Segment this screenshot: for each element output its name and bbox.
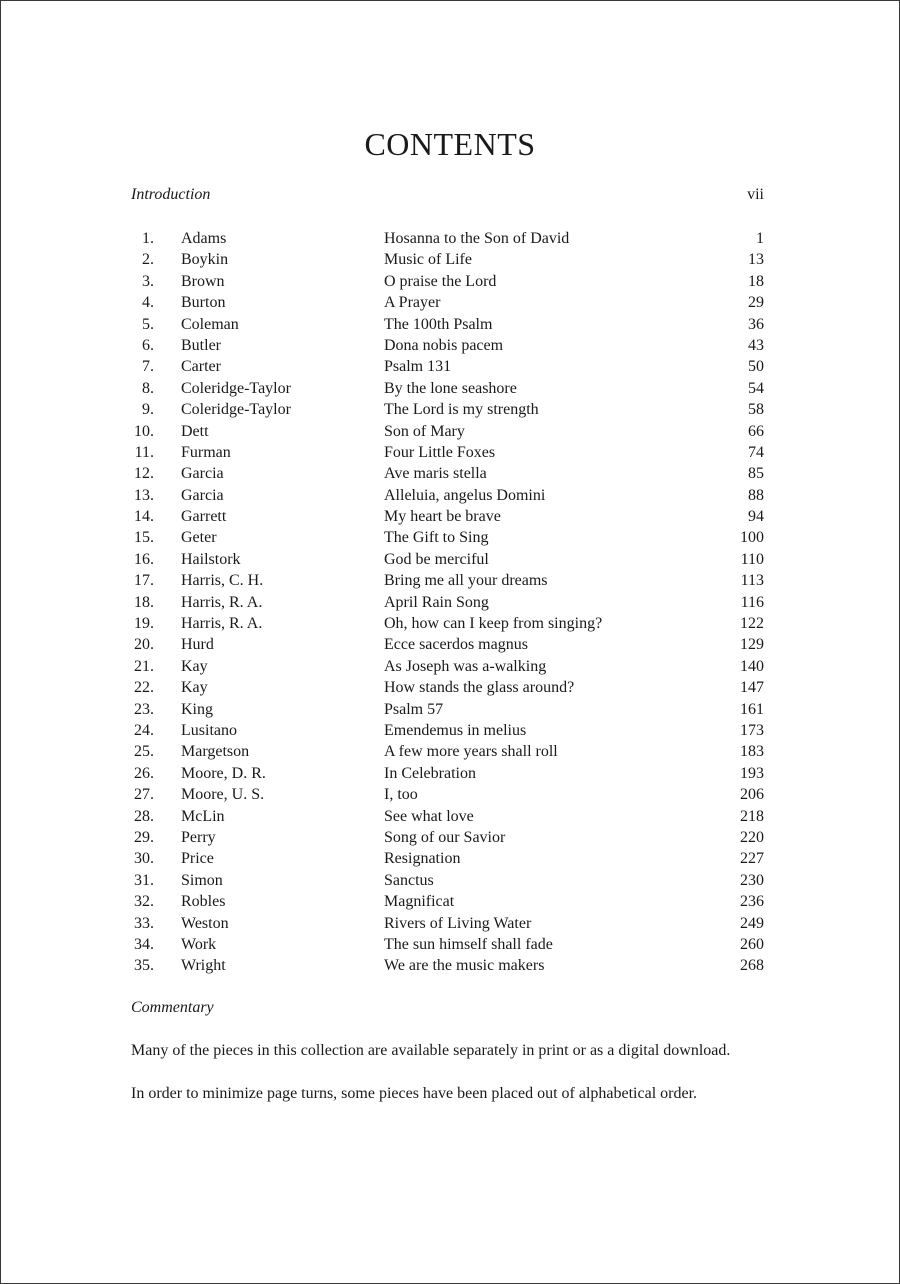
introduction-label: Introduction <box>131 186 211 203</box>
entry-composer: Price <box>181 850 214 868</box>
entry-composer: Coleman <box>181 315 239 333</box>
entry-number: 12. <box>134 465 154 483</box>
table-row <box>131 848 764 869</box>
table-row <box>131 399 764 420</box>
entry-title: Psalm 131 <box>384 358 452 376</box>
table-row <box>131 913 764 934</box>
entry-page: 113 <box>740 572 764 590</box>
entry-composer: Harris, R. A. <box>181 615 263 633</box>
entry-composer: Burton <box>181 294 226 312</box>
entry-title: My heart be brave <box>384 508 501 526</box>
entry-page: 147 <box>740 679 764 697</box>
entry-composer: Butler <box>181 336 221 354</box>
table-row <box>131 378 764 399</box>
entry-title: Music of Life <box>384 251 472 269</box>
entry-title: Hosanna to the Son of David <box>384 230 570 247</box>
entry-composer: Wright <box>181 957 226 975</box>
entry-number: 7. <box>142 358 154 376</box>
entry-page: 218 <box>740 807 764 825</box>
entry-title: The Gift to Sing <box>384 529 489 547</box>
table-row <box>131 506 764 527</box>
entry-page: 236 <box>740 893 764 911</box>
entry-number: 2. <box>142 251 154 269</box>
entry-title: Dona nobis pacem <box>384 336 504 354</box>
entry-number: 6. <box>142 336 154 354</box>
entry-composer: Adams <box>181 230 227 247</box>
entry-page: 268 <box>740 957 764 975</box>
entry-number: 31. <box>134 871 154 889</box>
entry-composer: Moore, D. R. <box>181 764 266 782</box>
entry-page: 66 <box>748 422 764 440</box>
entry-page: 29 <box>748 294 764 312</box>
table-row <box>131 335 764 356</box>
entry-number: 15. <box>134 529 154 547</box>
table-row <box>131 784 764 805</box>
entry-number: 5. <box>142 315 154 333</box>
entry-number: 33. <box>134 914 154 932</box>
entry-number: 25. <box>134 743 154 761</box>
entry-number: 28. <box>134 807 154 825</box>
entry-number: 16. <box>134 550 154 568</box>
entry-page: 100 <box>740 529 764 547</box>
table-row <box>131 314 764 335</box>
entry-number: 20. <box>134 636 154 654</box>
entry-page: 116 <box>740 593 764 611</box>
entry-composer: King <box>181 700 213 718</box>
entry-title: Four Little Foxes <box>384 443 496 461</box>
entry-page: 161 <box>740 700 764 718</box>
entry-composer: Weston <box>181 914 229 932</box>
table-row <box>131 421 764 442</box>
entry-title: The Lord is my strength <box>384 401 539 419</box>
entry-composer: Robles <box>181 893 226 911</box>
entry-composer: Garcia <box>181 486 224 504</box>
entry-composer: Coleridge-Taylor <box>181 379 291 397</box>
entry-page: 193 <box>740 764 764 782</box>
entry-title: Magnificat <box>384 893 455 911</box>
table-row <box>131 271 764 292</box>
introduction-row <box>131 186 764 208</box>
entry-title: See what love <box>384 807 474 825</box>
entry-title: Son of Mary <box>384 422 465 440</box>
entry-page: 183 <box>740 743 764 761</box>
entry-title: O praise the Lord <box>384 272 497 290</box>
entry-page: 50 <box>748 358 764 376</box>
entry-title: How stands the glass around? <box>384 679 575 697</box>
entry-number: 26. <box>134 764 154 782</box>
entry-page: 18 <box>748 272 764 290</box>
entry-composer: Harris, R. A. <box>181 593 263 611</box>
table-row <box>131 934 764 955</box>
entry-composer: Garrett <box>181 508 227 526</box>
entry-composer: Furman <box>181 443 231 461</box>
entry-title: The 100th Psalm <box>384 315 493 333</box>
entry-page: 227 <box>740 850 764 868</box>
table-row <box>131 763 764 784</box>
table-row <box>131 613 764 634</box>
table-row <box>131 570 764 591</box>
table-row <box>131 463 764 484</box>
entry-title: In Celebration <box>384 764 476 782</box>
entry-composer: Geter <box>181 529 217 547</box>
entry-page: 85 <box>748 465 764 483</box>
table-row <box>131 806 764 827</box>
entry-title: Emendemus in melius <box>384 721 527 739</box>
entry-title: Rivers of Living Water <box>384 914 532 932</box>
entry-page: 13 <box>748 251 764 269</box>
page-title: CONTENTS <box>364 126 536 162</box>
entry-title: We are the music makers <box>384 957 545 975</box>
entry-page: 1 <box>756 230 764 247</box>
entry-title: Bring me all your dreams <box>384 572 548 590</box>
entry-composer: Kay <box>181 679 208 697</box>
entry-number: 9. <box>142 401 154 419</box>
entry-title: Ave maris stella <box>384 465 487 483</box>
table-row <box>131 699 764 720</box>
entry-page: 54 <box>748 379 764 397</box>
entry-page: 74 <box>748 443 764 461</box>
entry-composer: Work <box>181 935 217 953</box>
table-row <box>131 228 764 249</box>
entry-number: 8. <box>142 379 154 397</box>
entry-page: 140 <box>740 657 764 675</box>
entry-page: 260 <box>740 935 764 953</box>
entry-composer: McLin <box>181 807 225 825</box>
entry-composer: Simon <box>181 871 223 889</box>
entry-number: 13. <box>134 486 154 504</box>
contents-list <box>131 228 764 977</box>
entry-page: 220 <box>740 828 764 846</box>
table-row <box>131 527 764 548</box>
table-row <box>131 292 764 313</box>
entry-title: Alleluia, angelus Domini <box>384 486 546 504</box>
entry-title: God be merciful <box>384 550 489 568</box>
table-row <box>131 592 764 613</box>
entry-composer: Boykin <box>181 251 229 269</box>
entry-composer: Kay <box>181 657 208 675</box>
entry-title: A few more years shall roll <box>384 743 558 761</box>
table-row <box>131 249 764 270</box>
table-row <box>131 634 764 655</box>
entry-composer: Moore, U. S. <box>181 786 265 804</box>
table-row <box>131 741 764 762</box>
table-row <box>131 870 764 891</box>
entry-composer: Carter <box>181 358 221 376</box>
commentary-heading: Commentary <box>131 999 214 1016</box>
note-page-turns: In order to minimize page turns, some pieces have been placed out of alphabetical order. <box>131 1085 698 1102</box>
entry-title: Psalm 57 <box>384 700 444 718</box>
note-availability: Many of the pieces in this collection are available separately in print or as a digital download. <box>131 1042 731 1059</box>
entry-composer: Hailstork <box>181 550 241 568</box>
entry-number: 18. <box>134 593 154 611</box>
entry-page: 230 <box>740 871 764 889</box>
entry-page: 58 <box>748 401 764 419</box>
entry-number: 11. <box>134 443 154 461</box>
table-row <box>131 720 764 741</box>
entry-page: 173 <box>740 721 764 739</box>
entry-number: 30. <box>134 850 154 868</box>
entry-composer: Harris, C. H. <box>181 572 264 590</box>
entry-page: 129 <box>740 636 764 654</box>
entry-composer: Coleridge-Taylor <box>181 401 291 419</box>
table-row <box>131 955 764 976</box>
entry-page: 94 <box>748 508 764 526</box>
introduction-page: vii <box>747 186 764 203</box>
entry-title: Song of our Savior <box>384 828 506 846</box>
entry-number: 23. <box>134 700 154 718</box>
entry-page: 110 <box>740 550 764 568</box>
entry-composer: Hurd <box>181 636 214 654</box>
table-row <box>131 549 764 570</box>
entry-number: 3. <box>142 272 154 290</box>
entry-number: 34. <box>134 935 154 953</box>
table-row <box>131 356 764 377</box>
table-row <box>131 485 764 506</box>
entry-number: 10. <box>134 422 154 440</box>
entry-page: 36 <box>748 315 764 333</box>
entry-number: 24. <box>134 721 154 739</box>
entry-title: Ecce sacerdos magnus <box>384 636 528 654</box>
entry-title: I, too <box>384 786 418 804</box>
entry-title: April Rain Song <box>384 593 489 611</box>
table-row <box>131 827 764 848</box>
entry-page: 249 <box>740 914 764 932</box>
entry-number: 29. <box>134 828 154 846</box>
table-row <box>131 891 764 912</box>
entry-composer: Dett <box>181 422 209 440</box>
entry-composer: Brown <box>181 272 225 290</box>
entry-title: By the lone seashore <box>384 379 517 397</box>
entry-number: 19. <box>134 615 154 633</box>
entry-number: 17. <box>134 572 154 590</box>
entry-composer: Garcia <box>181 465 224 483</box>
entry-title: Oh, how can I keep from singing? <box>384 615 603 633</box>
entry-title: The sun himself shall fade <box>384 935 553 953</box>
table-row <box>131 442 764 463</box>
entry-title: A Prayer <box>384 294 441 312</box>
entry-title: Sanctus <box>384 871 434 889</box>
entry-number: 4. <box>142 294 154 312</box>
entry-page: 206 <box>740 786 764 804</box>
entry-page: 43 <box>748 336 764 354</box>
entry-title: As Joseph was a-walking <box>384 657 547 675</box>
entry-composer: Margetson <box>181 743 250 761</box>
table-row <box>131 677 764 698</box>
table-row <box>131 656 764 677</box>
entry-number: 32. <box>134 893 154 911</box>
entry-page: 88 <box>748 486 764 504</box>
entry-number: 14. <box>134 508 154 526</box>
entry-number: 35. <box>134 957 154 975</box>
entry-composer: Perry <box>181 828 216 846</box>
entry-number: 21. <box>134 657 154 675</box>
entry-title: Resignation <box>384 850 461 868</box>
entry-page: 122 <box>740 615 764 633</box>
entry-number: 1. <box>142 230 154 247</box>
entry-number: 22. <box>134 679 154 697</box>
entry-number: 27. <box>134 786 154 804</box>
entry-composer: Lusitano <box>181 721 237 739</box>
